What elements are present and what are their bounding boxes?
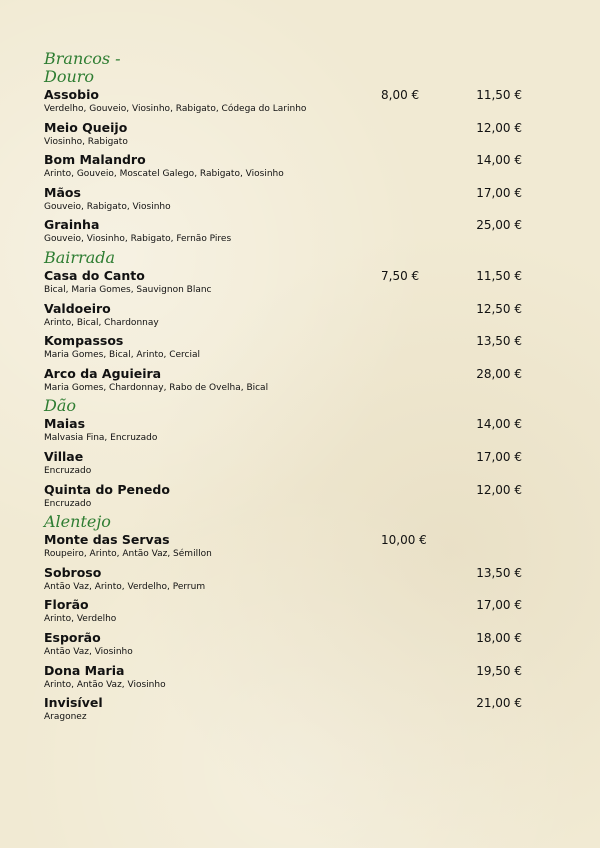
wine-grapes: Encruzado [44,498,92,509]
price-bottle: 12,00 € [476,120,522,135]
section-alentejo [44,513,564,727]
wine-name: Kompassos [44,333,124,349]
wine-grapes: Arinto, Antão Vaz, Viosinho [44,679,166,690]
price-bottle: 18,00 € [476,630,522,645]
section-title: Bairrada [44,247,116,267]
price-bottle: 21,00 € [476,696,522,711]
section-bairrada [44,249,564,397]
wine-name: Bom Malandro [44,152,146,168]
wine-item [44,184,564,217]
wine-item [44,119,564,152]
wine-grapes: Malvasia Fina, Encruzado [44,433,158,444]
wine-name: Assobio [44,87,99,102]
price-bottle: 19,50 € [476,663,522,678]
price-bottle: 11,50 € [476,268,522,283]
wine-grapes: Arinto, Gouveio, Moscatel Galego, Rabigato, Viosinho [44,169,284,180]
wine-grapes: Gouveio, Viosinho, Rabigato, Fernão Pires [44,234,232,245]
wine-item [44,564,564,597]
wine-item [44,216,564,249]
price-bottle: 25,00 € [476,218,522,233]
wine-name: Grainha [44,217,100,233]
wine-item [44,662,564,695]
section-title: Alentejo [44,512,111,532]
wine-menu [44,50,564,727]
wine-grapes: Maria Gomes, Chardonnay, Rabo de Ovelha, Bical [44,382,269,393]
price-glass: 7,50 € [381,268,420,283]
price-glass: 10,00 € [381,533,427,548]
section-dao [44,397,564,513]
wine-name: Casa do Canto [44,267,145,283]
wine-item [44,481,564,514]
wine-name: Esporão [44,629,101,645]
price-glass: 8,00 € [381,88,420,102]
wine-item [44,267,564,300]
section-brancos-douro [44,50,564,249]
price-bottle: 12,50 € [476,301,522,316]
price-bottle: 11,50 € [476,88,522,102]
section-subtitle: Douro [44,67,95,86]
wine-item [44,531,564,564]
price-bottle: 17,00 € [476,449,522,464]
wine-name: Quinta do Penedo [44,481,170,497]
wine-grapes: Verdelho, Gouveio, Viosinho, Rabigato, Códega do Larinho [44,104,307,114]
wine-grapes: Bical, Maria Gomes, Sauvignon Blanc [44,284,212,295]
wine-name: Meio Queijo [44,119,128,135]
price-bottle: 13,50 € [476,334,522,349]
wine-grapes: Maria Gomes, Bical, Arinto, Cercial [44,350,201,361]
wine-name: Valdoeiro [44,300,111,316]
wine-item [44,86,564,119]
price-bottle: 17,00 € [476,185,522,200]
wine-name: Mãos [44,184,81,200]
wine-item [44,151,564,184]
section-title: Brancos - [44,49,121,68]
wine-grapes: Encruzado [44,465,92,476]
wine-name: Arco da Aguieira [44,365,162,381]
price-bottle: 14,00 € [476,417,522,432]
wine-name: Florão [44,597,89,613]
wine-grapes: Viosinho, Rabigato [44,136,128,147]
wine-item [44,332,564,365]
wine-item [44,300,564,333]
wine-name: Villae [44,448,84,464]
wine-name: Dona Maria [44,662,125,678]
wine-name: Monte das Servas [44,532,170,548]
wine-name: Invisível [44,695,103,711]
wine-grapes: Arinto, Bical, Chardonnay [44,317,159,328]
wine-item [44,629,564,662]
price-bottle: 17,00 € [476,598,522,613]
wine-grapes: Arinto, Verdelho [44,614,117,625]
price-bottle: 13,50 € [476,565,522,580]
wine-name: Maias [44,416,86,432]
wine-grapes: Gouveio, Rabigato, Viosinho [44,201,171,212]
wine-grapes: Antão Vaz, Arinto, Verdelho, Perrum [44,581,206,592]
wine-grapes: Antão Vaz, Viosinho [44,646,133,657]
wine-item [44,448,564,481]
price-bottle: 28,00 € [476,366,522,381]
wine-grapes: Roupeiro, Arinto, Antão Vaz, Sémillon [44,549,212,560]
wine-name: Sobroso [44,564,102,580]
wine-item [44,415,564,448]
wine-item [44,365,564,398]
wine-grapes: Aragonez [44,712,87,723]
section-title: Dão [44,396,76,416]
price-bottle: 14,00 € [476,153,522,168]
wine-item [44,694,564,727]
price-bottle: 12,00 € [476,482,522,497]
wine-item [44,596,564,629]
